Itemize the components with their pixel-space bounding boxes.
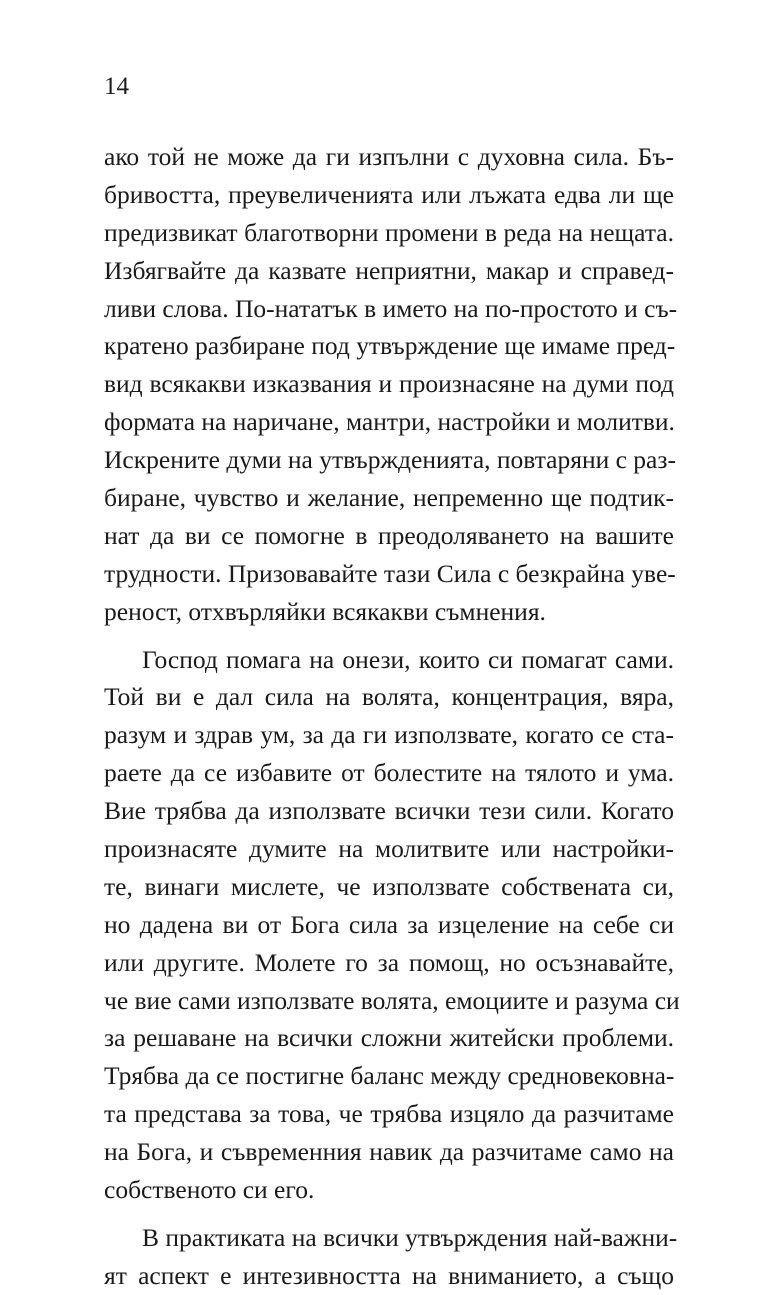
text-line: ливи слова. По-нататък в името на по-простото и съ- [104, 293, 678, 323]
text-line: раете да се избавите от болестите на тялото и ума. [104, 758, 674, 788]
text-line: вид всякакви изказвания и произнасяне на думи под [104, 369, 674, 399]
text-line: ако той не може да ги изпълни с духовна сила. Бъ- [104, 142, 674, 171]
text-line: но дадена ви от Бога сила за изцеление на себе си [104, 909, 674, 939]
page-number: 14 [104, 73, 129, 100]
text-line: разум и здрав ум, за да ги използвате, когато се ста- [104, 720, 674, 750]
text-line: реност, отхвърляйки всякакви съмнения. [104, 596, 546, 626]
text-line: та представа за това, че трябва изцяло да разчитаме [104, 1099, 674, 1129]
text-line: те, винаги мислете, че използвате собствената си, [104, 871, 674, 901]
text-line: Избягвайте да казвате неприятни, макар и справед- [104, 255, 674, 285]
text-line: или другите. Молете го за помощ, но осъзнавайте, [104, 947, 674, 977]
text-line: Господ помага на онези, които си помагат сами. [142, 644, 674, 674]
paragraph [104, 138, 678, 631]
text-line: Той ви е дал сила на волята, концентрация, вяра, [104, 682, 674, 712]
paragraph [104, 1219, 678, 1295]
text-line: кратено разбиране под утвърждение ще имаме пред- [104, 331, 676, 361]
text-line: Вие трябва да използвате всички тези сили. Когато [104, 796, 674, 826]
text-line: на Бога, и съвременния навик да разчитаме само на [104, 1137, 674, 1167]
text-line: В практиката на всички утвърждения най-важни- [142, 1222, 678, 1252]
text-line: формата на наричане, мантри, настройки и молитви. [104, 407, 675, 437]
body-text [104, 138, 680, 1295]
text-line: Искрените думи на утвържденията, повтаряни с раз- [104, 445, 676, 475]
text-line: произнасяте думите на молитвите или настройки- [104, 834, 674, 864]
text-line: биране, чувство и желание, непременно ще подтик- [104, 483, 674, 513]
text-line: нат да ви се помогне в преодоляването на вашите [104, 520, 674, 550]
text-line: Трябва да се постигне баланс между средновековна- [104, 1061, 675, 1091]
text-line: собственото си его. [104, 1175, 315, 1205]
text-line: ят аспект е интезивността на вниманието, а също [104, 1260, 674, 1290]
paragraph [104, 641, 680, 1209]
text-line: за решаване на всички сложни житейски проблеми. [104, 1023, 674, 1053]
text-line: трудности. Призовавайте тази Сила с безкрайна уве- [104, 558, 676, 588]
text-line: бривостта, преувеличенията или лъжата едва ли ще [104, 179, 674, 209]
text-line: предизвикат благотворни промени в реда на нещата. [104, 217, 674, 247]
text-line: че вие сами използвате волята, емоциите и разума си [104, 985, 680, 1015]
